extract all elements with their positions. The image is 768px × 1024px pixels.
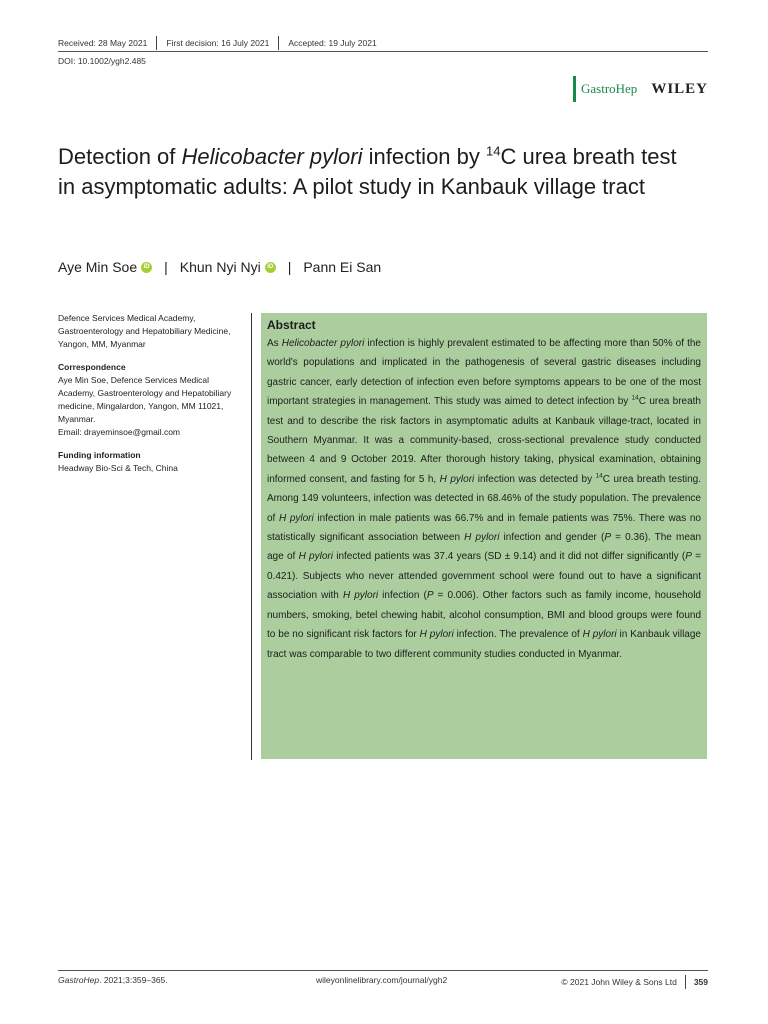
doi-link[interactable]: DOI: 10.1002/ygh2.485 bbox=[58, 56, 146, 66]
correspondence-text: Aye Min Soe, Defence Services Medical Academy, Gastroenterology and Hepatobiliary medicine, Mingalardon, Yangon, MM 11021, Myanmar. bbox=[58, 375, 232, 424]
article-dates bbox=[58, 36, 377, 50]
author-name[interactable]: Aye Min Soe bbox=[58, 259, 138, 275]
orcid-icon[interactable]: iD bbox=[141, 262, 152, 273]
page-number: 359 bbox=[693, 977, 708, 987]
author-name[interactable]: Pann Ei San bbox=[303, 259, 382, 275]
author-list bbox=[58, 259, 381, 275]
header-rule bbox=[58, 51, 708, 52]
journal-url[interactable]: wileyonlinelibrary.com/journal/ygh2 bbox=[316, 975, 448, 985]
divider bbox=[685, 975, 686, 989]
accepted-date: Accepted: 19 July 2021 bbox=[288, 38, 377, 48]
abstract-box bbox=[261, 313, 707, 759]
abstract-heading: Abstract bbox=[267, 318, 316, 332]
abstract-text: As Helicobacter pylori infection is highly prevalent estimated to be affecting more than 50% of the world's populations and implicated in the pathogenesis of several gastric diseases including gastric cancer, early detection of infection even before symptoms appears to be one of the most important strategies in management. This study was aimed to detect infection by $^{14}$C urea breath test and to describe the risk factors in asymptomatic adults at Kanbauk village-tract, located in Southern Myanmar. It was a community-based, cross-sectional prevalence study conducted between 4 and 9 October 2019. After thorough history taking, physical examination, obtaining informed consent, and fasting for 5 h, H pylori infection was detected by $^{14}$C urea breath testing. Among 149 volunteers, infection was detected in 68.46% of the study population. The prevalence of H pylori infection in male patients was 66.7% and in female patients was 75%. There was no statistically significant association between H pylori infection and gender (P = 0.36). The mean age of H pylori infected patients was 37.4 years (SD ± 9.14) and it did not differ significantly (P = 0.421). Subjects who never attended government school were found out to have a significant association with H pylori infection (P = 0.006). Other factors such as family income, household numbers, smoking, betel chewing habit, alcohol consumption, BMI and blood groups were found to be no significant risk factors for H pylori infection. The prevalence of H pylori in Kanbauk village tract was comparable to two different community studies conducted in Myanmar. bbox=[267, 338, 702, 660]
divider bbox=[278, 36, 279, 50]
copyright: © 2021 John Wiley & Sons Ltd bbox=[561, 977, 677, 987]
citation: GastroHep. 2021;3:359–365. bbox=[58, 975, 168, 985]
funding-heading: Funding information bbox=[58, 450, 141, 460]
footer-right bbox=[561, 975, 708, 989]
correspondence-heading: Correspondence bbox=[58, 362, 126, 372]
author-name[interactable]: Khun Nyi Nyi bbox=[179, 259, 261, 275]
funding-text: Headway Bio-Sci & Tech, China bbox=[58, 463, 178, 473]
correspondence-email[interactable]: Email: drayeminsoe@gmail.com bbox=[58, 427, 181, 437]
first-decision-date: First decision: 16 July 2021 bbox=[166, 38, 270, 48]
received-date: Received: 28 May 2021 bbox=[58, 38, 148, 48]
wiley-logo[interactable]: WILEY bbox=[651, 80, 708, 97]
article-title: Detection of Helicobacter pylori infection by $^{14}$C urea breath test in asymptomatic adults: A pilot study in Kanbauk village tract bbox=[58, 143, 677, 199]
footer-rule bbox=[58, 970, 708, 971]
author-separator: | bbox=[287, 259, 292, 275]
divider bbox=[156, 36, 157, 50]
publisher-logos bbox=[573, 76, 708, 102]
article-info-column bbox=[58, 312, 238, 475]
orcid-icon[interactable]: iD bbox=[265, 262, 276, 273]
column-divider bbox=[251, 313, 252, 760]
affiliation: Defence Services Medical Academy, Gastroenterology and Hepatobiliary Medicine, Yangon, MM, Myanmar bbox=[58, 313, 231, 349]
author-separator: | bbox=[164, 259, 168, 275]
gastrohep-logo[interactable]: GastroHep bbox=[580, 81, 638, 96]
gastrohep-logo-bar bbox=[573, 76, 576, 102]
